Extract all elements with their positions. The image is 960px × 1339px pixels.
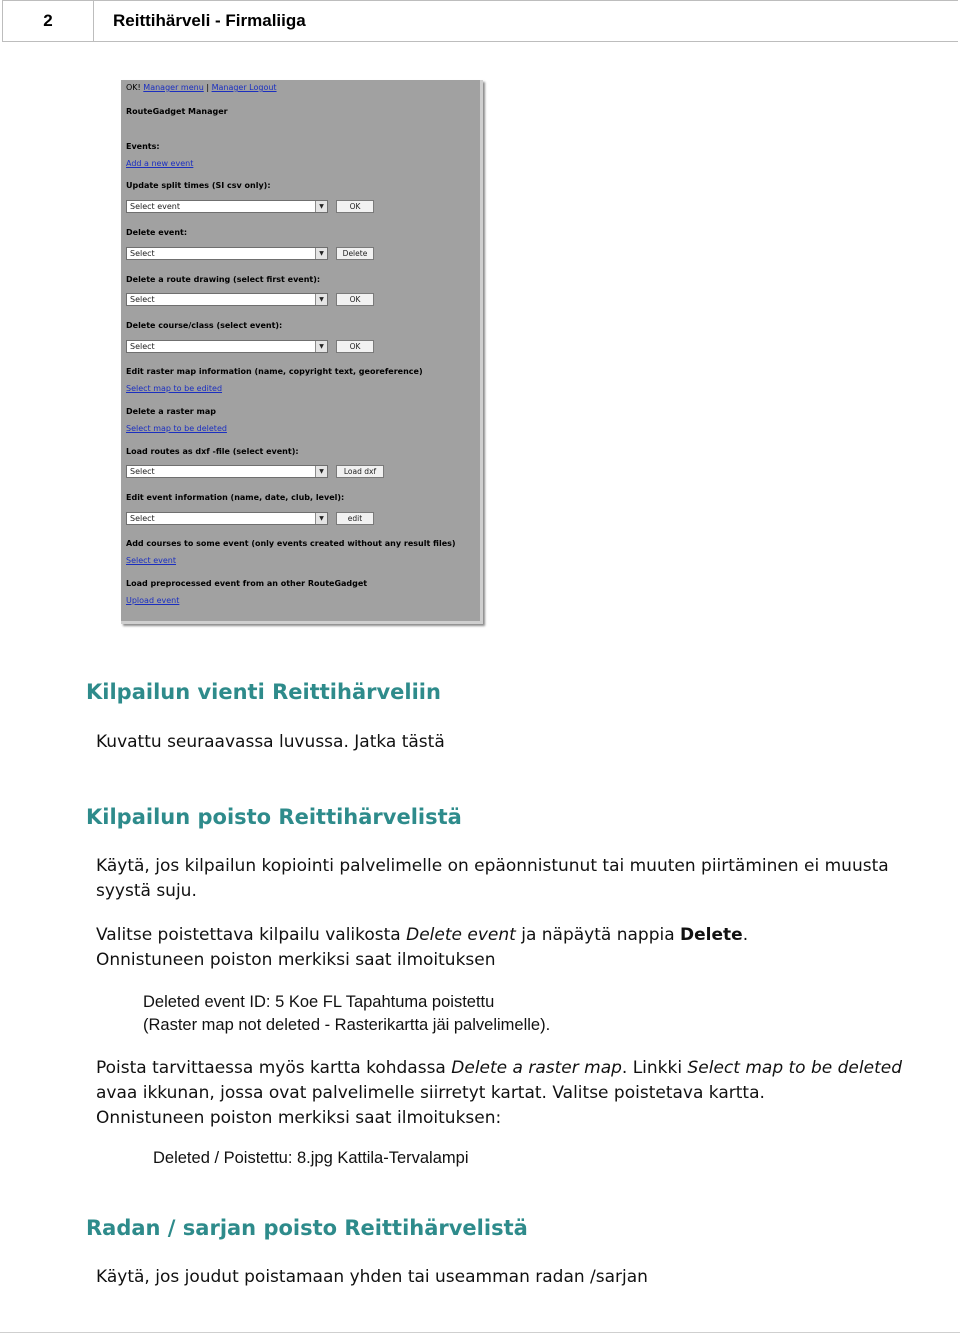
load-preprocessed-label: Load preprocessed event from an other RouteGadget — [126, 579, 368, 588]
edit-raster-link[interactable]: Select map to be edited — [126, 384, 223, 393]
load-dxf-select[interactable] — [126, 465, 328, 478]
delete-event-button[interactable]: Delete — [336, 247, 374, 260]
events-label: Events: — [126, 142, 160, 151]
instr-text-c: . — [742, 925, 749, 945]
edit-event-label: Edit event information (name, date, club, level): — [126, 493, 345, 502]
instr-text-b: ja näpäytä nappia — [515, 925, 681, 945]
page-number: 2 — [2, 0, 94, 42]
delete-route-select-value: Select — [130, 295, 155, 304]
edit-event-select-value: Select — [130, 514, 155, 523]
footer-divider — [0, 1332, 960, 1333]
ok-text: OK! — [126, 83, 141, 92]
load-dxf-select-value: Select — [130, 467, 155, 476]
delete-event-message — [143, 991, 923, 1037]
message-line-1: Deleted event ID: 5 Koe FL Tapahtuma poistettu — [143, 993, 495, 1011]
edit-event-button[interactable]: edit — [336, 512, 374, 525]
add-courses-label: Add courses to some event (only events created without any result files) — [126, 539, 456, 548]
delete-course-ok-button[interactable]: OK — [336, 340, 374, 353]
delete-map-instructions — [96, 1056, 946, 1131]
section-text-export: Kuvattu seuraavassa luvussa. Jatka tästä — [96, 732, 445, 752]
chevron-down-icon: ▼ — [315, 466, 327, 477]
load-dxf-button[interactable]: Load dxf — [336, 465, 384, 478]
load-dxf-label: Load routes as dxf -file (select event): — [126, 447, 299, 456]
manager-topbar — [126, 83, 277, 92]
delete-event-select[interactable] — [126, 247, 328, 260]
map-text-a: Poista tarvittaessa myös kartta kohdassa — [96, 1058, 452, 1078]
chevron-down-icon: ▼ — [315, 294, 327, 305]
manager-logout-link[interactable]: Manager Logout — [211, 83, 277, 92]
map-text-d: Onnistuneen poiston merkiksi saat ilmoituksen: — [96, 1108, 502, 1128]
delete-map-message: Deleted / Poistettu: 8.jpg Kattila-Tervalampi — [153, 1149, 469, 1167]
chevron-down-icon: ▼ — [315, 513, 327, 524]
delete-raster-link[interactable]: Select map to be deleted — [126, 424, 227, 433]
update-split-select[interactable] — [126, 200, 328, 213]
update-split-label: Update split times (SI csv only): — [126, 181, 271, 190]
delete-course-select[interactable] — [126, 340, 328, 353]
page-header-title: Reittihärveli - Firmaliiga — [94, 0, 958, 42]
delete-route-ok-button[interactable]: OK — [336, 293, 374, 306]
map-text-c: avaa ikkunan, jossa ovat palvelimelle siirretyt kartat. Valitse poistetava kartta. — [96, 1083, 765, 1103]
instr-button-name: Delete — [680, 925, 743, 945]
update-split-select-value: Select event — [130, 202, 181, 211]
section-title-delete-course: Radan / sarjan poisto Reittihärvelistä — [86, 1216, 528, 1240]
map-menu-name: Delete a raster map — [451, 1058, 622, 1078]
routegadget-manager-screenshot — [121, 80, 483, 624]
edit-event-select[interactable] — [126, 512, 328, 525]
delete-event-label: Delete event: — [126, 228, 188, 237]
topbar-separator: | — [206, 83, 210, 92]
add-courses-link[interactable]: Select event — [126, 556, 177, 565]
update-split-ok-button[interactable]: OK — [336, 200, 374, 213]
delete-event-intro: Käytä, jos kilpailun kopiointi palvelimelle on epäonnistunut tai muuten piirtäminen ei muusta syystä suju. — [96, 856, 889, 901]
edit-raster-label: Edit raster map information (name, copyright text, georeference) — [126, 367, 423, 376]
delete-event-select-value: Select — [130, 249, 155, 258]
message-line-2: (Raster map not deleted - Rasterikartta jäi palvelimelle). — [143, 1016, 551, 1034]
section-title-export: Kilpailun vienti Reittihärveliin — [86, 680, 441, 704]
delete-course-select-value: Select — [130, 342, 155, 351]
instr-text-d: Onnistuneen poiston merkiksi saat ilmoituksen — [96, 950, 496, 970]
section-title-delete-event: Kilpailun poisto Reittihärvelistä — [86, 805, 462, 829]
chevron-down-icon: ▼ — [315, 248, 327, 259]
add-event-link[interactable]: Add a new event — [126, 159, 194, 168]
delete-route-select[interactable] — [126, 293, 328, 306]
manager-menu-link[interactable]: Manager menu — [143, 83, 204, 92]
delete-course-label: Delete course/class (select event): — [126, 321, 283, 330]
manager-title: RouteGadget Manager — [126, 107, 228, 116]
delete-route-label: Delete a route drawing (select first event): — [126, 275, 321, 284]
chevron-down-icon: ▼ — [315, 201, 327, 212]
delete-raster-label: Delete a raster map — [126, 407, 216, 416]
map-text-b: . Linkki — [621, 1058, 688, 1078]
chevron-down-icon: ▼ — [315, 341, 327, 352]
section-text-delete-course: Käytä, jos joudut poistamaan yhden tai useamman radan /sarjan — [96, 1267, 648, 1287]
upload-event-link[interactable]: Upload event — [126, 596, 180, 605]
instr-text-a: Valitse poistettava kilpailu valikosta — [96, 925, 407, 945]
delete-event-instructions — [96, 923, 946, 973]
map-link-name: Select map to be deleted — [687, 1058, 902, 1078]
instr-menu-name: Delete event — [406, 925, 516, 945]
